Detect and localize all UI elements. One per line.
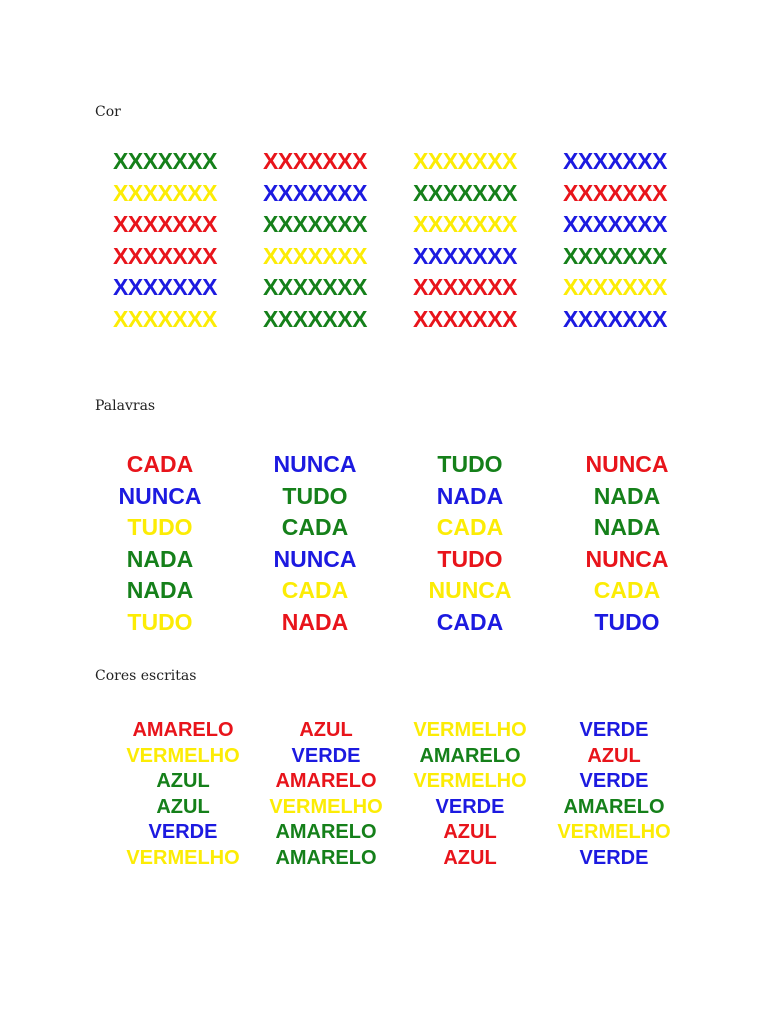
word-item: XXXXXXX <box>413 274 517 300</box>
word-item: NUNCA <box>273 451 357 477</box>
word-item: VERDE <box>579 770 649 792</box>
word-item: XXXXXXX <box>563 305 667 332</box>
word-item: NADA <box>126 545 194 572</box>
word-item: NADA <box>126 577 194 603</box>
word-item: VERMELHO <box>413 770 527 792</box>
word-item: XXXXXXX <box>263 274 367 300</box>
word-item: AZUL <box>587 744 641 767</box>
word-item: XXXXXXX <box>263 211 367 237</box>
word-item: NADA <box>281 608 349 635</box>
word-item: XXXXXXX <box>113 211 217 237</box>
word-item: CADA <box>126 451 194 477</box>
word-item: VERMELHO <box>413 719 527 741</box>
word-item: XXXXXXX <box>263 305 367 332</box>
word-item: NUNCA <box>273 545 357 572</box>
word-item: CADA <box>281 514 349 540</box>
word-item: XXXXXXX <box>413 179 517 206</box>
word-item: AZUL <box>443 821 497 843</box>
word-item: NADA <box>593 514 661 540</box>
word-item: VERMELHO <box>269 795 383 818</box>
word-item: VERDE <box>148 821 218 843</box>
word-item: TUDO <box>127 514 193 540</box>
section-title-cores-escritas: Cores escritas <box>95 668 197 684</box>
word-item: XXXXXXX <box>563 211 667 237</box>
word-item: AMARELO <box>132 719 234 741</box>
word-item: CADA <box>436 514 504 540</box>
word-item: AZUL <box>443 846 497 869</box>
word-item: NADA <box>593 482 661 509</box>
word-item: XXXXXXX <box>563 179 667 206</box>
word-item: VERDE <box>579 846 649 869</box>
word-item: XXXXXXX <box>563 242 667 269</box>
word-item: XXXXXXX <box>263 148 367 174</box>
word-item: AMARELO <box>563 795 665 818</box>
word-item: XXXXXXX <box>113 148 217 174</box>
word-item: AZUL <box>156 770 210 792</box>
word-item: NUNCA <box>585 545 669 572</box>
word-item: AMARELO <box>419 744 521 767</box>
word-item: NUNCA <box>585 451 669 477</box>
word-item: TUDO <box>282 482 348 509</box>
word-item: NUNCA <box>118 482 202 509</box>
section-title-cor: Cor <box>95 104 121 120</box>
word-item: XXXXXXX <box>113 305 217 332</box>
word-item: CADA <box>436 608 504 635</box>
word-item: XXXXXXX <box>413 148 517 174</box>
word-item: XXXXXXX <box>113 242 217 269</box>
word-item: TUDO <box>594 608 660 635</box>
word-item: XXXXXXX <box>263 242 367 269</box>
section-title-palavras: Palavras <box>95 398 156 414</box>
word-item: XXXXXXX <box>113 179 217 206</box>
word-item: XXXXXXX <box>413 305 517 332</box>
word-item: XXXXXXX <box>413 242 517 269</box>
word-item: XXXXXXX <box>413 211 517 237</box>
word-item: VERMELHO <box>126 744 240 767</box>
word-item: CADA <box>593 577 661 603</box>
word-item: VERMELHO <box>126 846 240 869</box>
word-item: AZUL <box>299 719 353 741</box>
word-item: XXXXXXX <box>113 274 217 300</box>
word-item: AZUL <box>156 795 210 818</box>
word-item: XXXXXXX <box>563 148 667 174</box>
word-item: CADA <box>281 577 349 603</box>
word-item: AMARELO <box>275 770 377 792</box>
word-item: XXXXXXX <box>263 179 367 206</box>
word-item: AMARELO <box>275 846 377 869</box>
word-item: XXXXXXX <box>563 274 667 300</box>
word-item: AMARELO <box>275 821 377 843</box>
word-item: TUDO <box>437 451 503 477</box>
word-item: VERDE <box>291 744 361 767</box>
word-item: VERDE <box>579 719 649 741</box>
word-item: VERDE <box>435 795 505 818</box>
word-item: NADA <box>436 482 504 509</box>
word-item: NUNCA <box>428 577 512 603</box>
word-item: TUDO <box>127 608 193 635</box>
word-item: TUDO <box>437 545 503 572</box>
word-item: VERMELHO <box>557 821 671 843</box>
